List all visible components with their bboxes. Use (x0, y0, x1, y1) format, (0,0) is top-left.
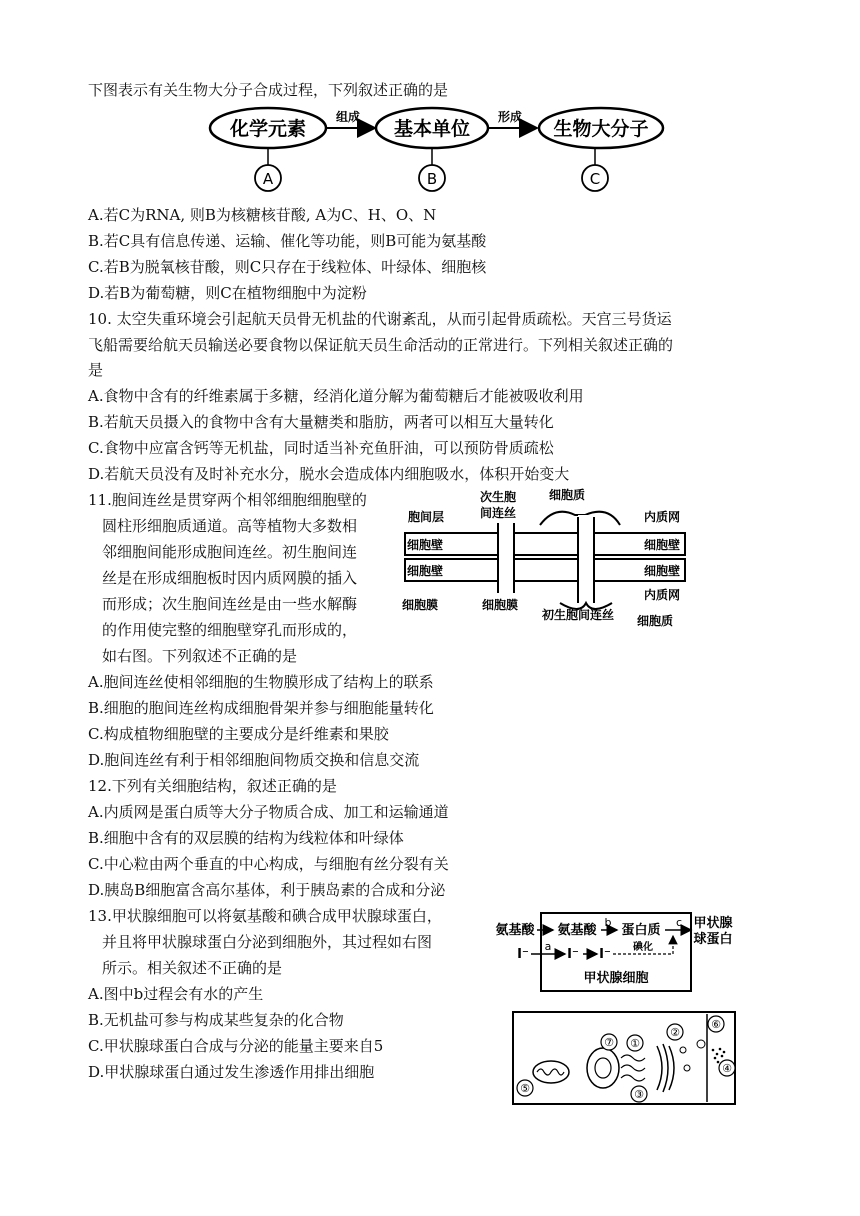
q11-stem-7: 如右图。下列叙述不正确的是 (102, 647, 298, 665)
q10-stem-1: 10. 太空失重环境会引起航天员骨无机盐的代谢紊乱，从而引起骨质疏松。天宫三号货运 (88, 310, 672, 328)
label-iodide-out: I⁻ (517, 947, 529, 962)
label-n2: ② (670, 1026, 680, 1039)
q11-option-c: C.构成植物细胞壁的主要成分是纤维素和果胶 (88, 725, 389, 743)
label-protein: 蛋白质 (621, 923, 661, 938)
q12-stem: 12.下列有关细胞结构，叙述正确的是 (88, 777, 337, 795)
q13-option-a: A.图中b过程会有水的产生 (88, 985, 264, 1003)
q9-stem: 下图表示有关生物大分子合成过程，下列叙述正确的是 (88, 81, 449, 99)
q11-option-a: A.胞间连丝使相邻细胞的生物膜形成了结构上的联系 (88, 673, 434, 691)
label-membrane-mid: 细胞膜 (481, 598, 519, 612)
node-units-label: 基本单位 (393, 118, 471, 140)
label-n7: ⑦ (604, 1036, 614, 1049)
circle-label-b: B (426, 170, 438, 188)
label-amino-acid-in: 氨基酸 (557, 923, 597, 938)
q10-stem-2: 飞船需要给航天员输送必要食物以保证航天员生命活动的正常进行。下列相关叙述正确的 (88, 336, 674, 354)
q13-option-c: C.甲状腺球蛋白合成与分泌的能量主要来自5 (88, 1037, 384, 1055)
label-n4: ④ (722, 1062, 732, 1075)
label-er-bottom: 内质网 (643, 588, 681, 602)
q11-stem-6: 的作用使完整的细胞壁穿孔而形成的， (102, 621, 358, 639)
label-iodide-in: I⁻ (567, 947, 579, 962)
q11-option-b: B.细胞的胞间连丝构成细胞骨架并参与细胞能量转化 (88, 699, 434, 717)
q9-option-c: C.若B为脱氧核苷酸，则C只存在于线粒体、叶绿体、细胞核 (88, 258, 487, 276)
label-middle-lamella: 胞间层 (407, 510, 445, 524)
edge-label-1: 组成 (335, 110, 361, 124)
q10-option-d: D.若航天员没有及时补充水分，脱水会造成体内细胞吸水，体积开始变大 (88, 465, 570, 483)
q13-stem-2: 并且将甲状腺球蛋白分泌到细胞外，其过程如右图 (102, 933, 433, 951)
q11-stem-2: 圆柱形细胞质通道。高等植物大多数相 (102, 517, 358, 535)
label-n3: ③ (634, 1088, 644, 1101)
thyroid-flow-diagram (493, 908, 733, 998)
circle-label-a: A (262, 170, 274, 188)
plasmodesmata-diagram (380, 485, 700, 635)
q13-stem-3: 所示。相关叙述不正确的是 (102, 959, 283, 977)
q12-option-a: A.内质网是蛋白质等大分子物质合成、加工和运输通道 (88, 803, 449, 821)
q10-option-b: B.若航天员摄入的食物中含有大量糖类和脂肪，两者可以相互大量转化 (88, 413, 554, 431)
label-cell-wall-2: 细胞壁 (406, 564, 444, 578)
q12-option-c: C.中心粒由两个垂直的中心构成，与细胞有丝分裂有关 (88, 855, 449, 873)
node-elements-label: 化学元素 (229, 118, 307, 140)
label-secondary-pd-1: 次生胞 (479, 490, 517, 504)
q12-option-d: D.胰岛B细胞富含高尔基体，利于胰岛素的合成和分泌 (88, 881, 446, 899)
edge-label-2: 形成 (497, 110, 523, 124)
label-secondary-pd-2: 间连丝 (479, 506, 517, 520)
label-cell-wall-4: 细胞壁 (643, 564, 681, 578)
q13-stem-1: 13.甲状腺细胞可以将氨基酸和碘合成甲状腺球蛋白， (88, 907, 442, 925)
q11-stem-5: 而形成；次生胞间连丝是由一些水解酶 (102, 595, 358, 613)
label-n5: ⑤ (520, 1082, 530, 1095)
label-cytoplasm-bottom: 细胞质 (636, 614, 674, 628)
label-cell-wall-1: 细胞壁 (406, 538, 444, 552)
node-macromolecule-label: 生物大分子 (553, 118, 649, 140)
label-a: a (544, 940, 552, 953)
q11-stem-4: 丝是在形成细胞板时因内质网膜的插入 (102, 569, 358, 587)
q11-stem-1: 11.胞间连丝是贯穿两个相邻细胞细胞壁的 (88, 491, 367, 509)
label-n6: ⑥ (711, 1018, 721, 1031)
q9-option-a: A.若C为RNA, 则B为核糖核苷酸, A为C、H、O、N (88, 206, 437, 224)
q9-option-d: D.若B为葡萄糖，则C在植物细胞中为淀粉 (88, 284, 367, 302)
label-membrane-left: 细胞膜 (401, 598, 439, 612)
thyroid-cell-diagram (511, 1010, 737, 1106)
q12-option-b: B.细胞中含有的双层膜的结构为线粒体和叶绿体 (88, 829, 404, 847)
label-amino-acid-out: 氨基酸 (495, 923, 535, 938)
label-iodide-in-2: I⁻ (599, 947, 611, 962)
label-thyroid-cell: 甲状腺细胞 (583, 971, 649, 986)
label-primary-pd: 初生胞间连丝 (541, 608, 615, 622)
label-cytoplasm-top: 细胞质 (548, 488, 586, 502)
q10-stem-3: 是 (88, 361, 104, 379)
label-er-top: 内质网 (643, 510, 681, 524)
label-n1: ① (630, 1037, 640, 1050)
q13-option-d: D.甲状腺球蛋白通过发生渗透作用排出细胞 (88, 1063, 375, 1081)
label-c: c (675, 916, 683, 929)
label-cell-wall-3: 细胞壁 (643, 538, 681, 552)
q11-stem-3: 邻细胞间能形成胞间连丝。初生胞间连 (102, 543, 358, 561)
q11-option-d: D.胞间连丝有利于相邻细胞间物质交换和信息交流 (88, 751, 420, 769)
label-b: b (604, 916, 612, 929)
q13-option-b: B.无机盐可参与构成某些复杂的化合物 (88, 1011, 344, 1029)
circle-label-c: C (589, 170, 601, 188)
q9-diagram (205, 103, 675, 198)
label-product-1: 甲状腺 (693, 916, 733, 931)
q9-option-b: B.若C具有信息传递、运输、催化等功能，则B可能为氨基酸 (88, 232, 487, 250)
label-product-2: 球蛋白 (693, 932, 733, 947)
q10-option-a: A.食物中含有的纤维素属于多糖，经消化道分解为葡萄糖后才能被吸收利用 (88, 387, 584, 405)
q10-option-c: C.食物中应富含钙等无机盐，同时适当补充鱼肝油，可以预防骨质疏松 (88, 439, 554, 457)
label-iodination: 碘化 (633, 942, 653, 953)
